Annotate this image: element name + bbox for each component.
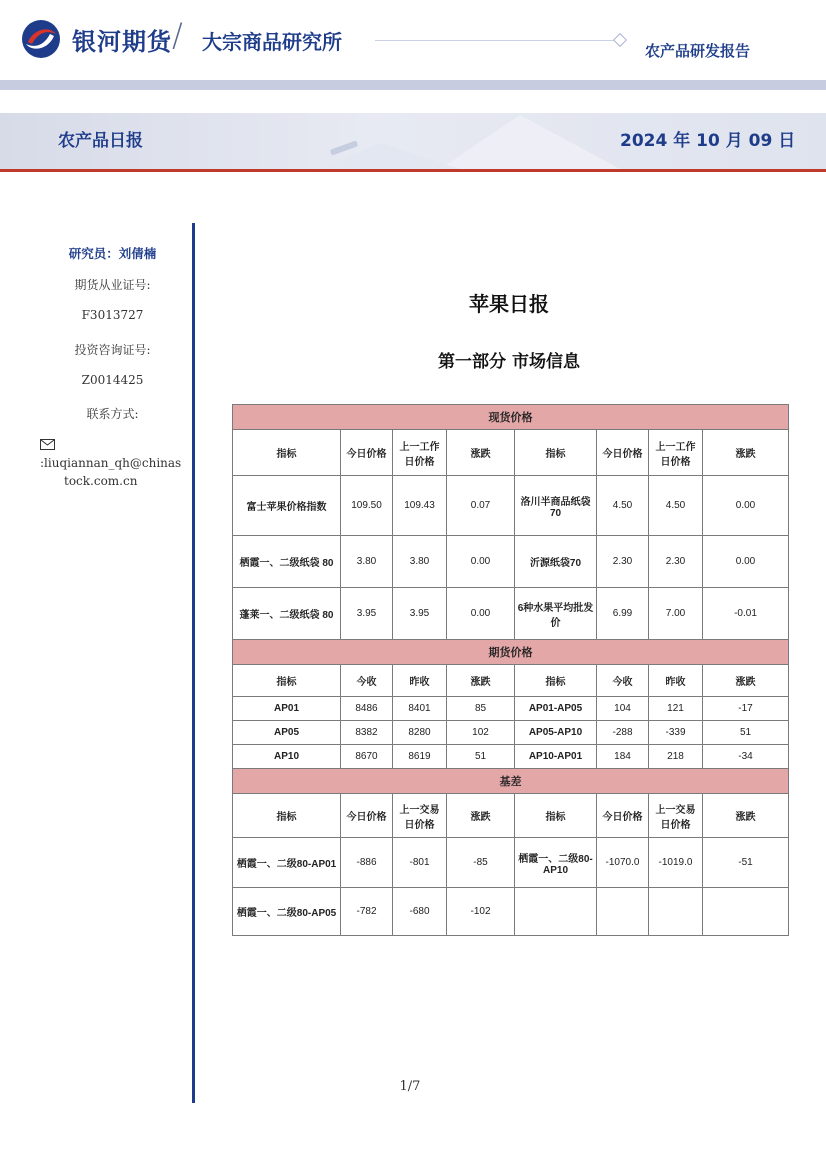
table-cell: -0.01 (703, 588, 789, 640)
table-cell: 2.30 (649, 536, 703, 588)
header-band (0, 80, 826, 90)
column-header: 指标 (515, 794, 597, 838)
table-cell: 4.50 (649, 476, 703, 536)
table-cell: 栖霞一、二级80-AP05 (233, 888, 341, 936)
table-cell: 109.43 (393, 476, 447, 536)
invest-cert-number: Z0014425 (81, 373, 144, 387)
table-cell: 51 (447, 745, 515, 769)
table-cell: 栖霞一、二级纸袋 80 (233, 536, 341, 588)
column-header: 昨收 (649, 665, 703, 697)
report-type: 农产品研发报告 (645, 42, 751, 60)
table-cell: -17 (703, 697, 789, 721)
table-header-row (233, 665, 789, 697)
table-cell: -339 (649, 721, 703, 745)
table-cell: -288 (597, 721, 649, 745)
column-header: 指标 (515, 665, 597, 697)
table-cell: 洛川半商品纸袋70 (515, 476, 597, 536)
document-title: 苹果日报 (469, 292, 549, 316)
table-cell: AP05-AP10 (515, 721, 597, 745)
column-header: 涨跌 (447, 665, 515, 697)
column-header: 指标 (233, 665, 341, 697)
table-cell: 0.00 (447, 588, 515, 640)
table-cell: 0.00 (447, 536, 515, 588)
diamond-icon (613, 33, 627, 47)
galaxy-logo-icon (20, 18, 62, 60)
table-cell (597, 888, 649, 936)
report-date: 2024 年 10 月 09 日 (620, 131, 796, 151)
table-cell: 8619 (393, 745, 447, 769)
brand-name: 银河期货 (72, 28, 172, 56)
table-cell: -782 (341, 888, 393, 936)
column-header: 指标 (233, 794, 341, 838)
table-cell: -801 (393, 838, 447, 888)
table-cell: 104 (597, 697, 649, 721)
table-cell: 3.95 (393, 588, 447, 640)
contact-label: 联系方式: (86, 407, 139, 421)
email-line-1: :liuqiannan_qh@chinas (40, 456, 182, 470)
table-row (233, 588, 789, 640)
spot-section-header (233, 405, 789, 430)
column-header: 上一工作日价格 (393, 430, 447, 476)
section-title: 第一部分 市场信息 (438, 352, 580, 372)
table-cell: 3.95 (341, 588, 393, 640)
table-row (233, 476, 789, 536)
column-header: 指标 (515, 430, 597, 476)
table-cell: 8280 (393, 721, 447, 745)
table-cell: -1019.0 (649, 838, 703, 888)
table-cell: -34 (703, 745, 789, 769)
header-rule (375, 40, 620, 41)
table-cell: 0.00 (703, 476, 789, 536)
column-header: 昨收 (393, 665, 447, 697)
table-cell: AP01-AP05 (515, 697, 597, 721)
table-cell: 102 (447, 721, 515, 745)
table-row (233, 721, 789, 745)
table-cell: 109.50 (341, 476, 393, 536)
table-header-row (233, 430, 789, 476)
column-header: 今日价格 (597, 794, 649, 838)
table-cell: -102 (447, 888, 515, 936)
futures-cert-number: F3013727 (81, 308, 144, 322)
table-row (233, 745, 789, 769)
contact-email[interactable] (40, 436, 190, 490)
table-cell (703, 888, 789, 936)
column-header: 上一交易日价格 (649, 794, 703, 838)
table-cell: 4.50 (597, 476, 649, 536)
header-divider: / (172, 16, 183, 54)
column-header: 指标 (233, 430, 341, 476)
column-header: 涨跌 (447, 430, 515, 476)
section-label: 基差 (233, 769, 789, 794)
table-cell: 121 (649, 697, 703, 721)
basis-section-header (233, 769, 789, 794)
futures-section-header (233, 640, 789, 665)
column-header: 今收 (597, 665, 649, 697)
table-cell: 218 (649, 745, 703, 769)
futures-cert-label: 期货从业证号: (74, 278, 151, 292)
market-info-table (232, 404, 789, 936)
accent-line (0, 169, 826, 172)
table-cell: 184 (597, 745, 649, 769)
table-cell: AP10 (233, 745, 341, 769)
table-cell: -1070.0 (597, 838, 649, 888)
column-header: 涨跌 (703, 794, 789, 838)
page-number: 1/7 (399, 1079, 421, 1094)
table-cell: 8401 (393, 697, 447, 721)
section-label: 现货价格 (233, 405, 789, 430)
column-header: 上一工作日价格 (649, 430, 703, 476)
column-header: 今日价格 (341, 430, 393, 476)
table-cell: 富士苹果价格指数 (233, 476, 341, 536)
table-cell (515, 888, 597, 936)
sidebar-divider (192, 223, 195, 1103)
researcher-name: 研究员：刘倩楠 (68, 246, 157, 261)
table-cell: AP05 (233, 721, 341, 745)
table-cell: 0.00 (703, 536, 789, 588)
banner-decoration (320, 113, 620, 169)
department-name: 大宗商品研究所 (202, 30, 342, 54)
invest-cert-label: 投资咨询证号: (74, 343, 151, 357)
table-row (233, 838, 789, 888)
table-cell: -886 (341, 838, 393, 888)
table-cell: 6.99 (597, 588, 649, 640)
email-line-2: tock.com.cn (64, 474, 138, 488)
table-cell: 85 (447, 697, 515, 721)
table-cell: -680 (393, 888, 447, 936)
table-row (233, 697, 789, 721)
table-row (233, 536, 789, 588)
table-cell: 6种水果平均批发价 (515, 588, 597, 640)
table-header-row (233, 794, 789, 838)
table-cell: -51 (703, 838, 789, 888)
table-cell: 8486 (341, 697, 393, 721)
table-cell: 2.30 (597, 536, 649, 588)
table-cell (649, 888, 703, 936)
table-cell: -85 (447, 838, 515, 888)
table-cell: 7.00 (649, 588, 703, 640)
table-cell: 沂源纸袋70 (515, 536, 597, 588)
table-cell: 51 (703, 721, 789, 745)
table-row (233, 888, 789, 936)
table-cell: 8382 (341, 721, 393, 745)
table-cell: 0.07 (447, 476, 515, 536)
table-cell: 蓬莱一、二级纸袋 80 (233, 588, 341, 640)
column-header: 涨跌 (703, 430, 789, 476)
table-cell: AP01 (233, 697, 341, 721)
column-header: 今日价格 (597, 430, 649, 476)
column-header: 涨跌 (447, 794, 515, 838)
section-label: 期货价格 (233, 640, 789, 665)
column-header: 今收 (341, 665, 393, 697)
table-cell: 栖霞一、二级80-AP10 (515, 838, 597, 888)
table-cell: 3.80 (341, 536, 393, 588)
column-header: 上一交易日价格 (393, 794, 447, 838)
column-header: 今日价格 (341, 794, 393, 838)
envelope-icon (40, 439, 55, 450)
banner-title: 农产品日报 (58, 131, 143, 151)
table-cell: 栖霞一、二级80-AP01 (233, 838, 341, 888)
table-cell: 3.80 (393, 536, 447, 588)
column-header: 涨跌 (703, 665, 789, 697)
table-cell: 8670 (341, 745, 393, 769)
table-cell: AP10-AP01 (515, 745, 597, 769)
